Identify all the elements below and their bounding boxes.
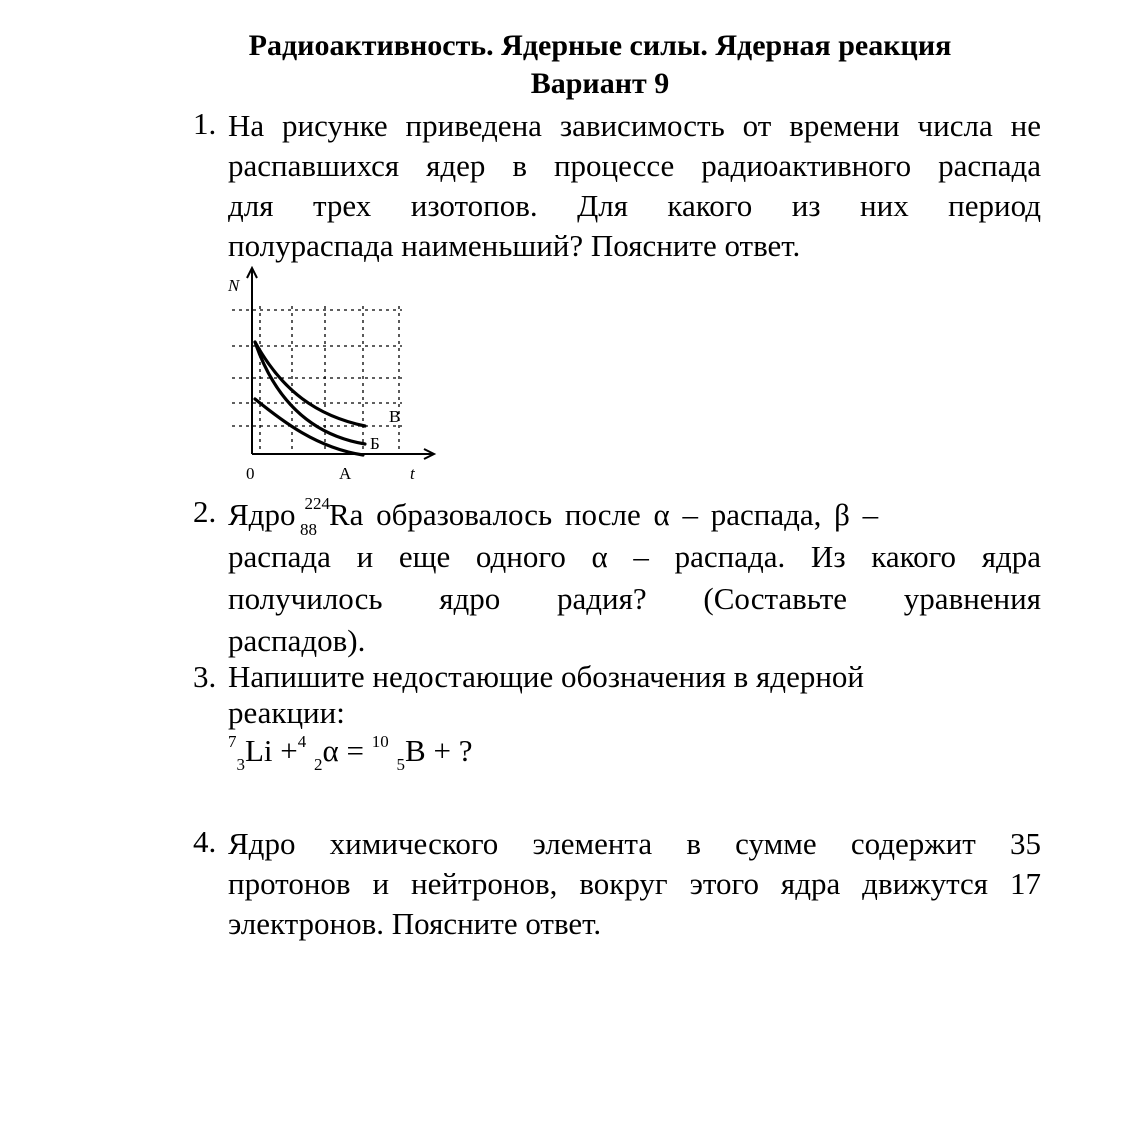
text-segment: образовалось после α – распада, β – (376, 497, 879, 532)
curve-label-b: Б (370, 434, 380, 453)
question-number: 2. (193, 494, 217, 529)
question-4 (193, 824, 1041, 944)
curve-label-v: В (389, 407, 401, 426)
question-text-line: для трех изотопов. Для какого из них период (228, 188, 1041, 223)
alpha-symbol: α = (322, 733, 365, 768)
question-text-line: реакции: (228, 695, 345, 730)
alpha-charge: 2 (314, 755, 323, 774)
grid (232, 306, 402, 452)
question-text-line: получилось ядро радия? (Составьте уравнения (228, 581, 1041, 616)
question-number: 3. (193, 659, 217, 694)
question-2 (193, 494, 1041, 662)
question-text-line: Напишите недостающие обозначения в ядерной (228, 659, 865, 694)
question-text-line: полураспада наименьший? Поясните ответ. (228, 228, 801, 263)
question-3 (193, 659, 1041, 774)
question-text-line: На рисунке приведена зависимость от времени числа не (228, 108, 1041, 143)
atomic-number: 88 (299, 520, 317, 539)
question-text-line (228, 494, 1041, 539)
question-number: 4. (193, 824, 217, 859)
element-symbol: Ra (328, 497, 364, 532)
question-text-line: Ядро химического элемента в сумме содержит 35 (228, 826, 1041, 861)
b-charge: 5 (396, 755, 406, 774)
li-symbol: Li + (245, 733, 298, 768)
curve-b (255, 342, 365, 444)
origin-label: 0 (246, 464, 255, 483)
question-text-line: электронов. Поясните ответ. (228, 906, 602, 941)
question-text-line: распавшихся ядер в процессе радиоактивного распада (228, 148, 1041, 183)
x-axis-label: t (410, 464, 415, 483)
curve-a (255, 399, 363, 455)
question-text-line: распада и еще одного α – распада. Из какого ядра (228, 539, 1041, 574)
question-text-line: протонов и нейтронов, вокруг этого ядра движутся 17 (228, 866, 1041, 901)
page-title: Радиоактивность. Ядерные силы. Ядерная реакция (248, 29, 952, 62)
li-mass: 7 (228, 732, 237, 751)
y-axis-label: N (228, 276, 240, 295)
curve-label-a: А (339, 464, 352, 483)
li-charge: 3 (236, 755, 245, 774)
b-symbol: B + ? (405, 733, 473, 768)
mass-number: 224 (304, 494, 330, 513)
reaction-equation (228, 732, 1041, 774)
alpha-mass: 4 (297, 732, 307, 751)
variant-title: Вариант 9 (530, 67, 670, 100)
question-number: 1. (193, 106, 217, 141)
question-text-line: распадов). (228, 623, 366, 658)
text-segment: Ядро (228, 497, 296, 532)
question-1 (193, 106, 1041, 266)
decay-graph (222, 266, 448, 486)
b-mass: 10 (371, 732, 389, 751)
